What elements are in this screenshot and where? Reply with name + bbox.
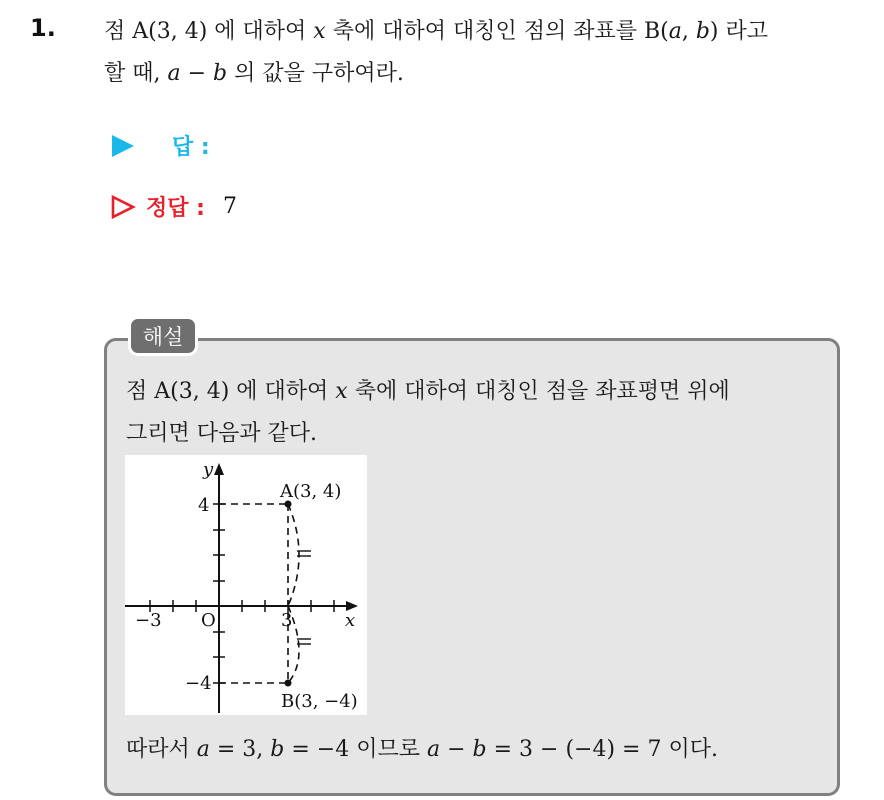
problem-number: 1.	[30, 14, 56, 42]
y-axis-label: y	[203, 459, 214, 480]
point-A-label: A(3, 4)	[280, 481, 342, 502]
play-outline-icon	[110, 194, 136, 220]
x-axis-label: x	[345, 610, 356, 631]
explanation-tab: 해설	[128, 316, 198, 356]
y-axis-arrow	[214, 463, 224, 475]
point-B-label: B(3, −4)	[281, 691, 358, 712]
correct-answer-row	[110, 191, 237, 222]
tick-label-4: 4	[198, 495, 210, 516]
explanation-line-2: 그리면 다음과 같다.	[126, 421, 317, 446]
tick-label-3: 3	[281, 610, 293, 631]
origin-label: O	[201, 610, 216, 631]
correct-answer-label: 정답 :	[146, 196, 205, 221]
question-line-1: 점 A(3, 4) 에 대하여 x 축에 대하여 대칭인 점의 좌표를 B(a, b) 라고	[104, 19, 769, 44]
tick-label-neg3: −3	[135, 610, 162, 631]
arc-upper	[288, 504, 299, 606]
question-line-2: 할 때, a − b 의 값을 구하여라.	[104, 61, 404, 86]
correct-answer-value: 7	[222, 194, 237, 219]
explanation-line-1: 점 A(3, 4) 에 대하여 x 축에 대하여 대칭인 점을 좌표평면 위에	[126, 379, 730, 404]
answer-label: 답 :	[172, 135, 210, 160]
answer-row	[110, 130, 210, 161]
conclusion-line: 따라서 a = 3, b = −4 이므로 a − b = 3 − (−4) = 7 이다.	[126, 737, 718, 762]
tick-label-neg4: −4	[185, 673, 212, 694]
play-filled-icon	[110, 133, 136, 159]
coordinate-figure	[125, 455, 367, 715]
point-B	[285, 680, 292, 687]
